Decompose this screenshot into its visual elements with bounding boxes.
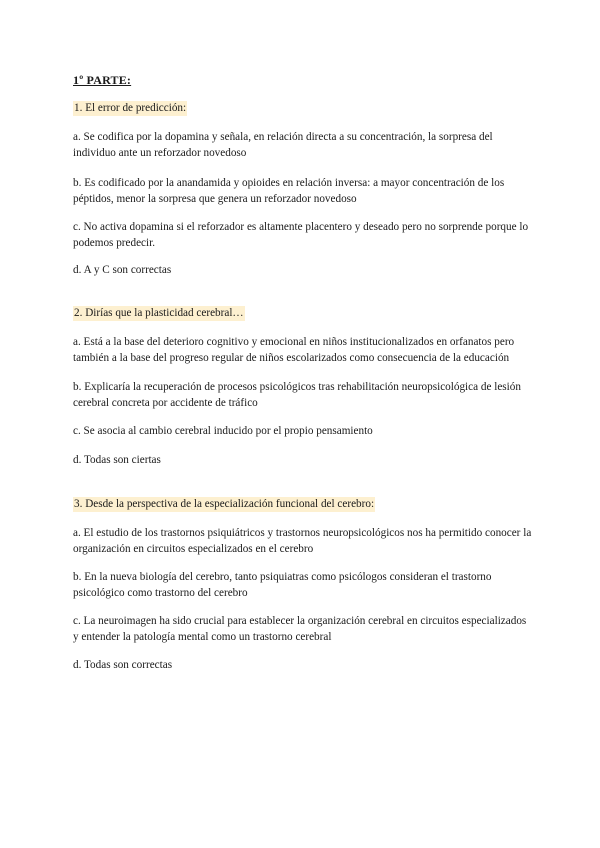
question-text: 3. Desde la perspectiva de la especialización funcional del cerebro: [74, 498, 375, 510]
question-3-option-d: d. Todas son correctas [73, 659, 173, 671]
question-1-option-c: c. No activa dopamina si el reforzador es altamente placentero y deseado pero no sorprende porque lo podemos predecir. [73, 221, 529, 249]
question-1-option-d: d. A y C son correctas [73, 264, 172, 276]
question-2-option-b: b. Explicaría la recuperación de procesos psicológicos tras rehabilitación neuropsicológica de lesión cerebral concreta por accidente de tráfico [73, 381, 521, 409]
question-2-option-a: a. Está a la base del deterioro cognitivo y emocional en niños institucionalizados en orfanatos pero también a la base del progreso regular de niños escolarizados como consecuencia de la educación [73, 336, 515, 364]
part-title: 1º PARTE: [73, 73, 132, 87]
question-3-option-a: a. El estudio de los trastornos psiquiátricos y trastornos neuropsicológicos nos ha permitido conocer la organización en circuitos especializados en el cerebro [73, 527, 532, 555]
question-1-option-b: b. Es codificado por la anandamida y opioides en relación inversa: a mayor concentración de los péptidos, menor la sorpresa que genera un reforzador novedoso [73, 177, 505, 205]
question-3 [73, 497, 375, 512]
question-2-option-c: c. Se asocia al cambio cerebral inducido por el propio pensamiento [73, 425, 373, 437]
question-3-option-c: c. La neuroimagen ha sido crucial para establecer la organización cerebral en circuitos especializados y entender la patología mental como un trastorno cerebral [73, 615, 527, 643]
question-text: 2. Dirías que la plasticidad cerebral… [74, 307, 244, 319]
question-1-option-a: a. Se codifica por la dopamina y señala, en relación directa a su concentración, la sorpresa del individuo ante un reforzador novedoso [73, 131, 493, 159]
question-3-option-b: b. En la nueva biología del cerebro, tanto psiquiatras como psicólogos consideran el trastorno psicológico como trastorno del cerebro [73, 571, 492, 599]
question-1 [73, 101, 187, 116]
question-2 [73, 306, 245, 321]
question-text: 1. El error de predicción: [74, 102, 187, 114]
question-2-option-d: d. Todas son ciertas [73, 454, 161, 466]
